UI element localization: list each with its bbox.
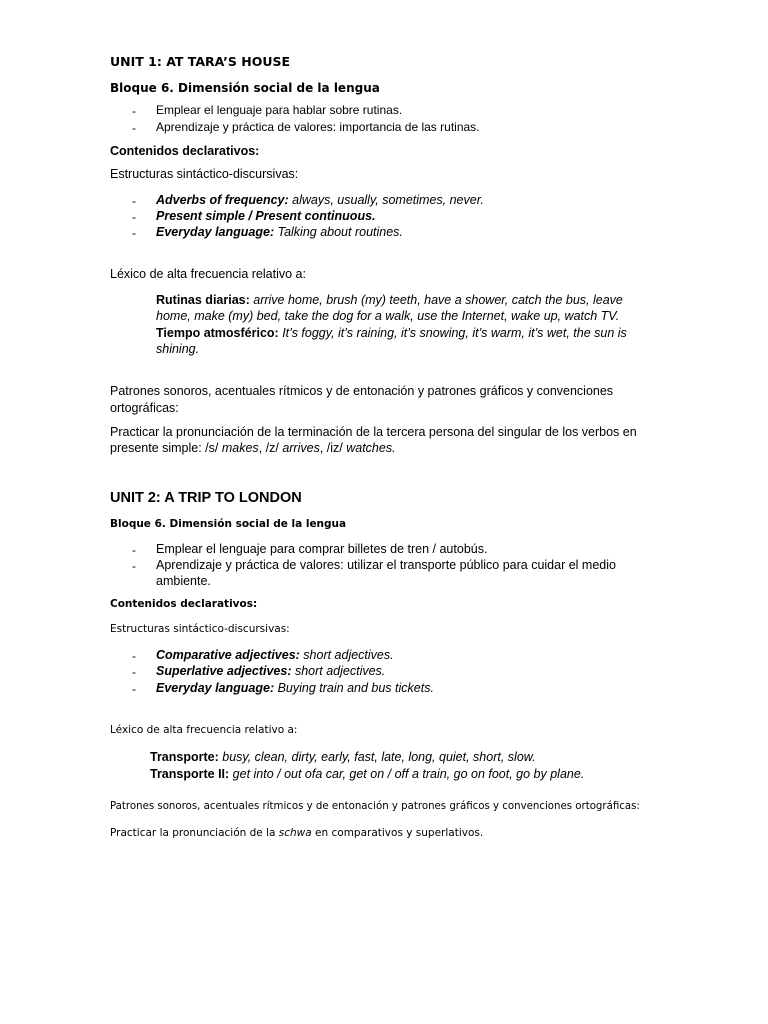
bullet-dash: -	[132, 226, 136, 240]
unit2-practicar-line	[110, 828, 483, 839]
grammar-text: always, usually, sometimes, never.	[288, 193, 484, 207]
transporte-label: Transporte:	[150, 750, 219, 764]
bullet-dash: -	[132, 559, 136, 573]
unit2-grammar-item-1	[156, 649, 394, 662]
unit1-title: UNIT 1: AT TARA’S HOUSE	[110, 54, 291, 69]
unit2-bloque-heading: Bloque 6. Dimensión social de la lengua	[110, 518, 347, 530]
unit2-bullet-2-line-1: Aprendizaje y práctica de valores: utilizar el transporte público para cuidar el medio	[156, 558, 616, 572]
grammar-text: short adjectives.	[291, 664, 386, 678]
bullet-dash: -	[132, 649, 136, 663]
transporte-text: busy, clean, dirty, early, fast, late, long, quiet, short, slow.	[218, 750, 536, 764]
transporte2-text: get into / out ofa car, get on / off a train, go on foot, go by plane.	[229, 767, 585, 781]
unit1-tiempo-line-1	[156, 327, 627, 340]
bullet-dash: -	[132, 121, 136, 135]
unit1-grammar-item-3	[156, 226, 403, 239]
example-word: makes	[221, 441, 259, 455]
grammar-text: Buying train and bus tickets.	[274, 681, 434, 695]
text: en comparativos y superlativos.	[311, 827, 484, 839]
example-word: arrives	[282, 441, 320, 455]
unit1-patrones-line-2: ortográficas:	[110, 401, 179, 415]
unit2-bullet-1: Emplear el lenguaje para comprar billetes de tren / autobús.	[156, 542, 488, 556]
tiempo-text: It’s foggy, it’s raining, it’s snowing, it’s warm, it’s wet, the sun is	[278, 326, 627, 340]
unit1-grammar-item-1	[156, 194, 484, 207]
unit2-transporte2-line	[150, 768, 584, 781]
unit1-rutinas-line-2: home, make (my) bed, take the dog for a walk, use the Internet, wake up, watch TV.	[156, 309, 620, 323]
grammar-label: Superlative adjectives:	[156, 664, 292, 678]
grammar-label: Everyday language:	[156, 681, 275, 695]
unit2-grammar-item-2	[156, 665, 385, 678]
unit2-lexico-heading: Léxico de alta frecuencia relativo a:	[110, 724, 298, 736]
tiempo-label: Tiempo atmosférico:	[156, 326, 279, 340]
unit2-contenidos-heading: Contenidos declarativos:	[110, 598, 258, 610]
text: Practicar la pronunciación de la	[110, 827, 279, 839]
unit1-tiempo-line-2: shining.	[156, 342, 200, 356]
unit1-bloque-heading: Bloque 6. Dimensión social de la lengua	[110, 81, 380, 95]
unit2-estructuras-heading: Estructuras sintáctico-discursivas:	[110, 623, 290, 635]
transporte2-label: Transporte II:	[150, 767, 230, 781]
unit1-bullet-1: Emplear el lenguaje para hablar sobre rutinas.	[156, 103, 403, 117]
unit1-rutinas-line-1	[156, 294, 623, 307]
grammar-text: Talking about routines.	[274, 225, 403, 239]
example-word: watches.	[346, 441, 396, 455]
unit1-lexico-heading: Léxico de alta frecuencia relativo a:	[110, 267, 306, 281]
unit1-practicar-line-1: Practicar la pronunciación de la terminación de la tercera persona del singular de los verbos en	[110, 425, 637, 439]
unit1-estructuras-heading: Estructuras sintáctico-discursivas:	[110, 167, 299, 181]
grammar-label: Comparative adjectives:	[156, 648, 300, 662]
bullet-dash: -	[132, 665, 136, 679]
schwa-word: schwa	[278, 827, 312, 839]
text: , /iz/	[319, 441, 347, 455]
grammar-label: Adverbs of frequency:	[156, 193, 289, 207]
bullet-dash: -	[132, 194, 136, 208]
text: presente simple: /s/	[110, 441, 222, 455]
text: , /z/	[258, 441, 283, 455]
unit1-contenidos-heading: Contenidos declarativos:	[110, 144, 260, 158]
bullet-dash: -	[132, 210, 136, 224]
rutinas-label: Rutinas diarias:	[156, 293, 250, 307]
bullet-dash: -	[132, 104, 136, 118]
rutinas-text: arrive home, brush (my) teeth, have a shower, catch the bus, leave	[249, 293, 623, 307]
bullet-dash: -	[132, 682, 136, 696]
grammar-label: Everyday language:	[156, 225, 275, 239]
unit2-title: UNIT 2: A TRIP TO LONDON	[110, 490, 302, 506]
bullet-dash: -	[132, 543, 136, 557]
unit1-patrones-line-1: Patrones sonoros, acentuales rítmicos y de entonación y patrones gráficos y convenciones	[110, 384, 614, 398]
unit1-practicar-line-2	[110, 442, 396, 455]
unit1-bullet-2: Aprendizaje y práctica de valores: importancia de las rutinas.	[156, 120, 480, 134]
unit2-bullet-2-line-2: ambiente.	[156, 574, 211, 588]
unit1-grammar-item-2	[156, 210, 376, 223]
unit2-grammar-item-3	[156, 682, 434, 695]
grammar-text: short adjectives.	[299, 648, 394, 662]
unit2-patrones-line: Patrones sonoros, acentuales rítmicos y de entonación y patrones gráficos y convenciones ortográficas:	[110, 801, 640, 812]
grammar-label: Present simple / Present continuous.	[156, 209, 376, 223]
unit2-transporte-line	[150, 751, 536, 764]
